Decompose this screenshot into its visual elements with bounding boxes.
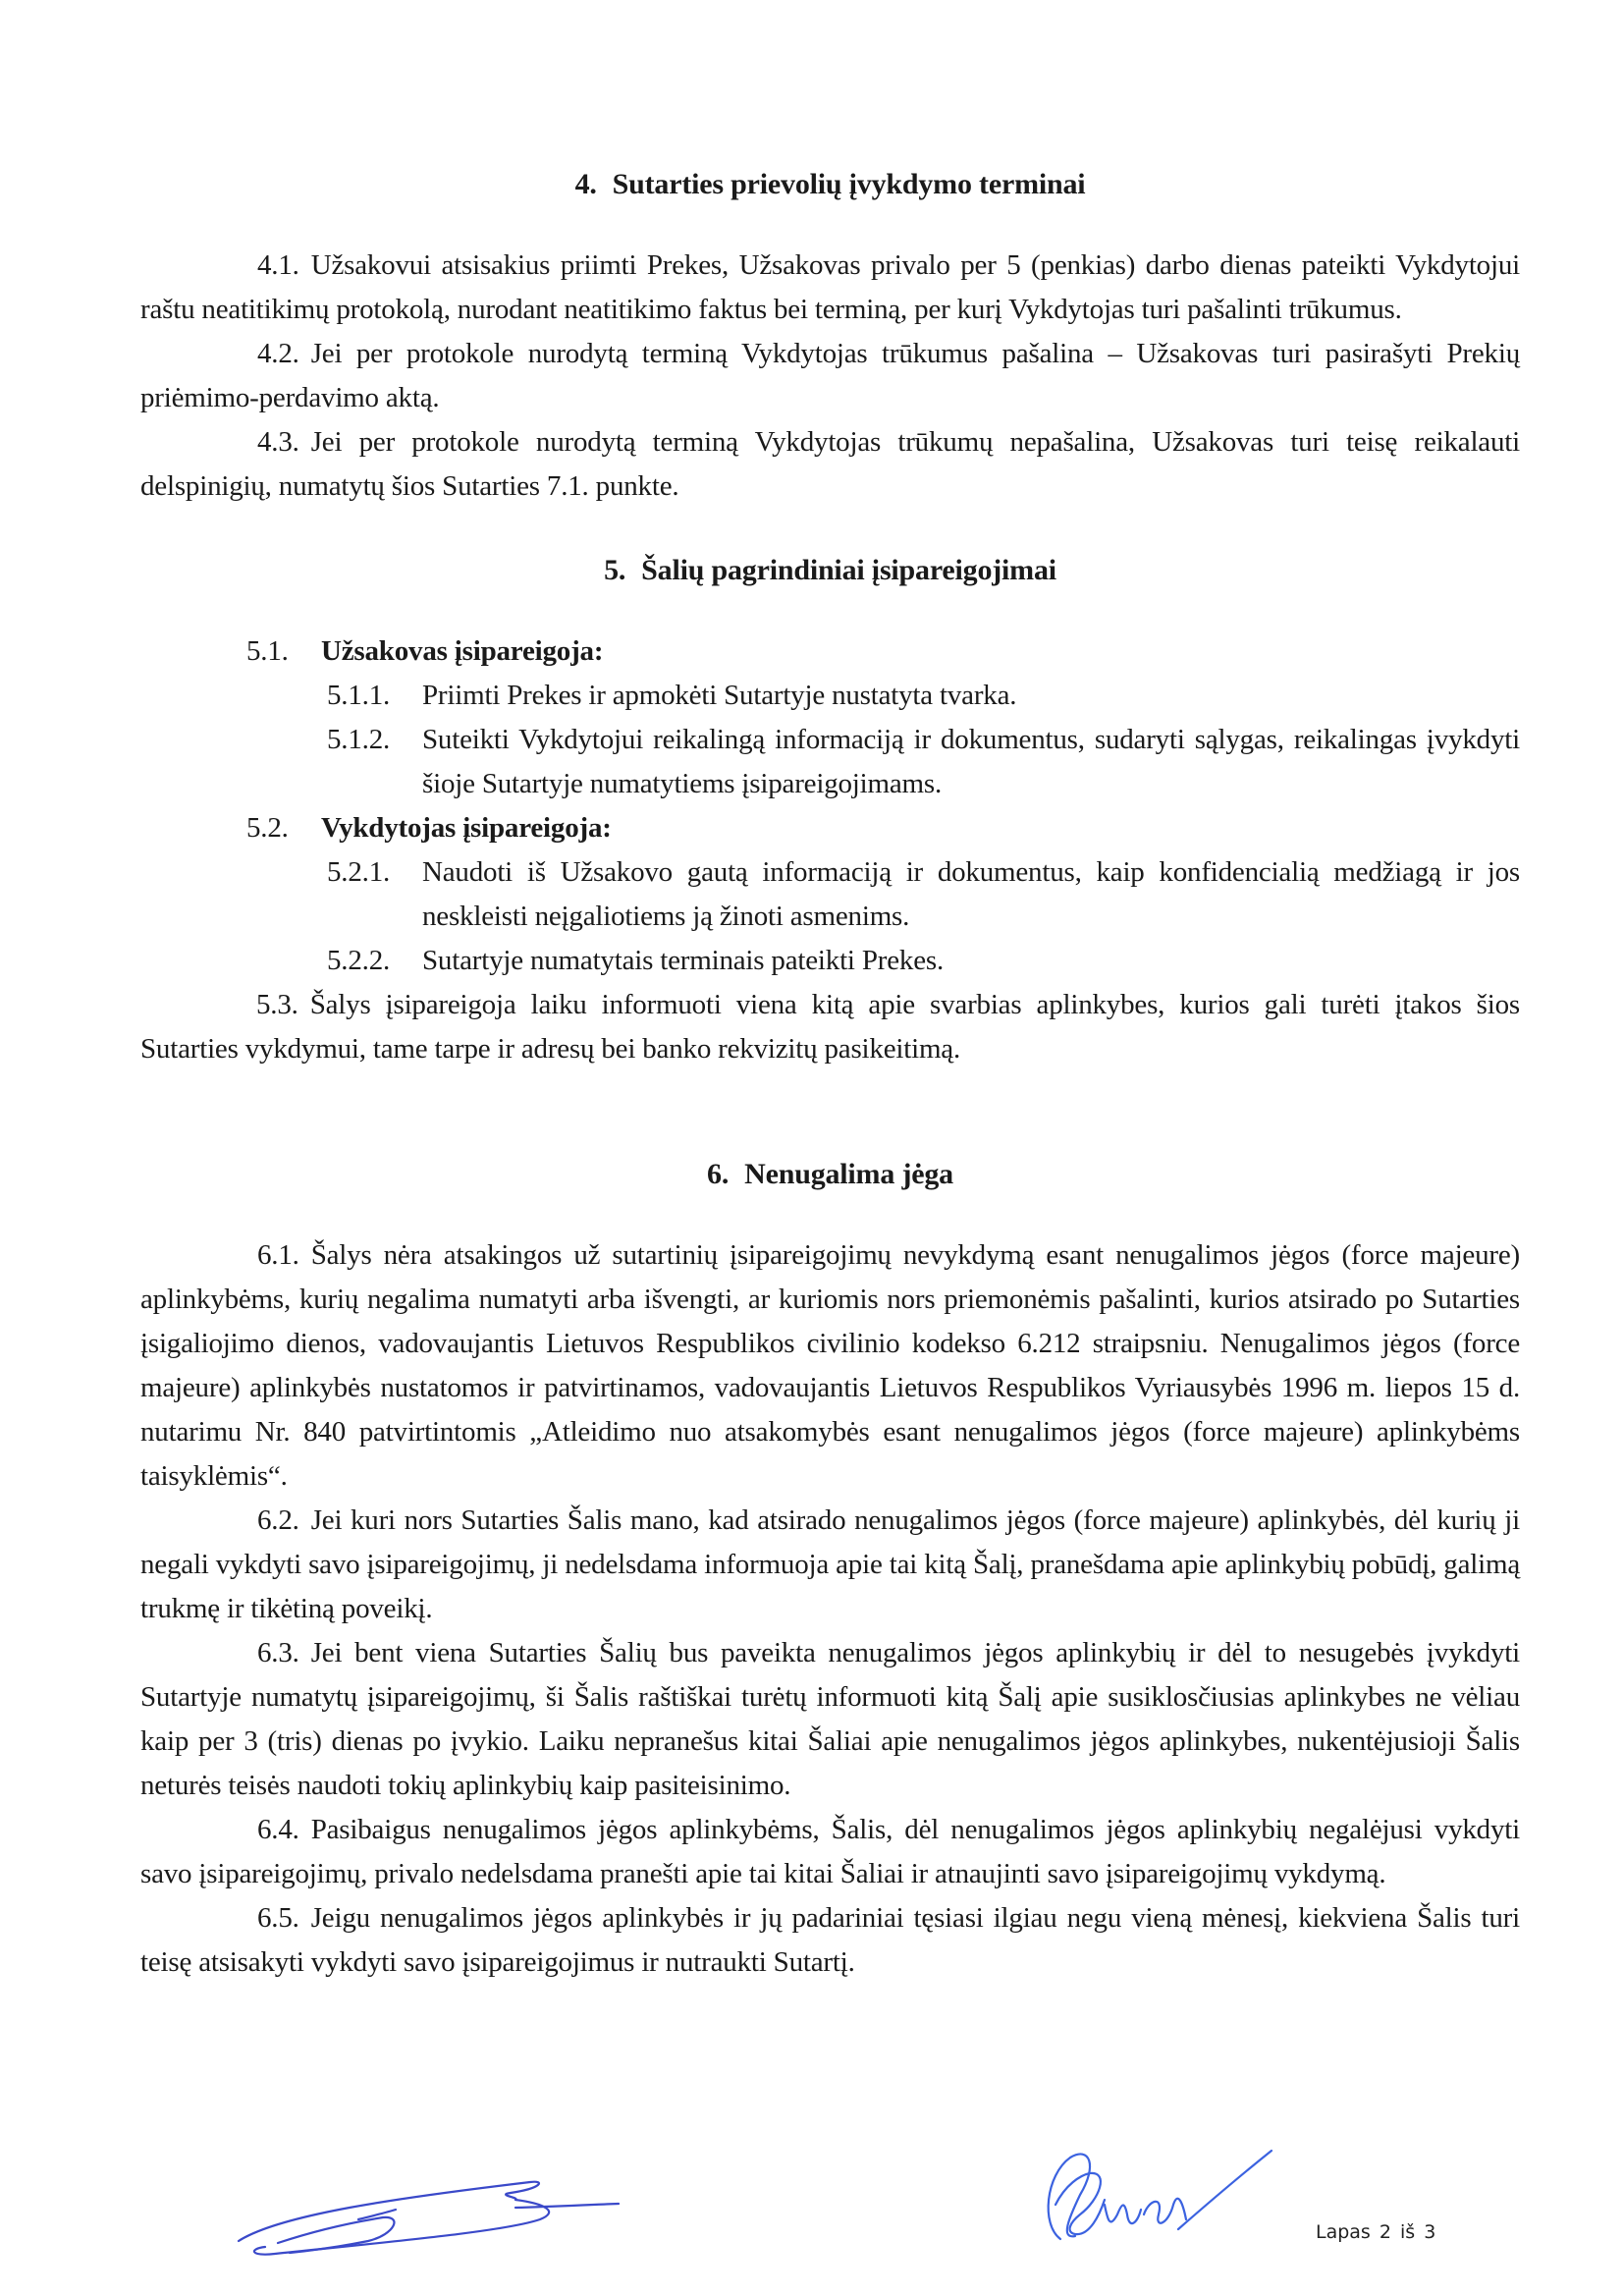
right-signature [1021,2146,1316,2254]
clause-text: Užsakovui atsisakius priimti Prekes, Užsakovas privalo per 5 (penkias) darbo dienas pateikti Vykdytojui raštu neatitikimų protokolą, nurodant neatitikimo faktus bei terminą, per kurį Vykdytojas turi pašalinti trūkumus. [140,249,1520,325]
clause-4-1 [140,244,1520,332]
section-title: Nenugalima jėga [744,1158,953,1190]
clause-label: Užsakovas įsipareigoja: [321,635,604,667]
section-number: 5. [604,554,626,586]
section-heading-4 [140,165,1520,204]
clause-number: 4.1. [257,249,299,281]
clause-5-1-1 [140,674,1520,718]
clause-4-2 [140,332,1520,420]
clause-text: Pasibaigus nenugalimos jėgos aplinkybėms, Šalis, dėl nenugalimos jėgos aplinkybių negalėjusi vykdyti savo įsipareigojimų, privalo nedelsdama pranešti apie tai kitai Šaliai ir atnaujinti savo įsipareigojimų vykdymą. [140,1814,1520,1889]
clause-text: Naudoti iš Užsakovo gautą informaciją ir dokumentus, kaip konfidencialią medžiagą ir jos neskleisti neįgaliotiems ją žinoti asmenims. [422,856,1520,932]
clause-text: Suteikti Vykdytojui reikalingą informaciją ir dokumentus, sudaryti sąlygas, reikalingas įvykdyti šioje Sutartyje numatytiems įsipareigojimams. [422,724,1520,799]
section-title: Šalių pagrindiniai įsipareigojimai [641,554,1056,586]
clause-5-2-2 [140,939,1520,983]
clause-text: Jei per protokole nurodytą terminą Vykdytojas trūkumus pašalina – Užsakovas turi pasirašyti Prekių priėmimo-perdavimo aktą. [140,338,1520,413]
clause-text: Jeigu nenugalimos jėgos aplinkybės ir jų padariniai tęsiasi ilgiau negu vieną mėnesį, kiekviena Šalis turi teisę atsisakyti vykdyti savo įsipareigojimus ir nutraukti Sutartį. [140,1902,1520,1978]
section-heading-5 [140,551,1520,590]
clause-6-4 [140,1808,1520,1896]
left-signature [221,2160,633,2278]
section-heading-6 [140,1155,1520,1194]
clause-text: Šalys įsipareigoja laiku informuoti viena kitą apie svarbias aplinkybes, kurios gali turėti įtakos šios Sutarties vykdymui, tame tarpe ir adresų bei banko rekvizitų pasikeitimą. [140,989,1520,1065]
document-body [140,165,1520,1985]
clause-number: 5.3. [256,989,298,1020]
clause-number: 5.2.2. [327,945,391,976]
clause-5-3 [140,983,1520,1071]
clause-6-2 [140,1499,1520,1631]
clause-5-2-1 [140,850,1520,939]
clause-text: Jei bent viena Sutarties Šalių bus paveikta nenugalimos jėgos aplinkybių ir dėl to nesugebės įvykdyti Sutartyje numatytų įsipareigojimų, ši Šalis raštiškai turėtų informuoti kitą Šalį apie susiklosčiusias aplinkybes ne vėliau kaip per 3 (tris) dienas po įvykio. Laiku nepranešus kitai Šaliai apie nenugalimos jėgos aplinkybes, nukentėjusioji Šalis neturės teisės naudoti tokių aplinkybių kaip pasiteisinimo. [140,1637,1520,1801]
clause-number: 4.3. [257,426,299,458]
clause-number: 5.1.1. [327,680,391,711]
clause-6-5 [140,1896,1520,1985]
clause-4-3 [140,420,1520,509]
clause-text: Jei kuri nors Sutarties Šalis mano, kad atsirado nenugalimos jėgos (force majeure) aplinkybės, dėl kurių ji negali vykdyti savo įsipareigojimų, ji nedelsdama informuoja apie tai kitą Šalį, pranešdama apie aplinkybių pobūdį, galimą trukmę ir tikėtiną poveikį. [140,1504,1520,1624]
clause-number: 6.3. [257,1637,299,1668]
clause-text: Sutartyje numatytais terminais pateikti Prekes. [422,945,945,976]
section-number: 6. [707,1158,730,1190]
clause-6-3 [140,1631,1520,1808]
clause-number: 5.1. [246,635,289,667]
clause-number: 4.2. [257,338,299,369]
clause-label: Vykdytojas įsipareigoja: [321,812,612,844]
clause-number: 6.2. [257,1504,299,1536]
clause-number: 5.2. [246,812,289,844]
clause-text: Priimti Prekes ir apmokėti Sutartyje nustatyta tvarka. [422,680,1017,711]
page-number: Lapas 2 iš 3 [1316,2221,1436,2243]
clause-6-1 [140,1233,1520,1499]
clause-number: 6.4. [257,1814,299,1845]
section-number: 4. [574,168,597,200]
clause-number: 5.1.2. [327,724,391,755]
clause-5-2 [140,806,1520,850]
clause-5-1-2 [140,718,1520,806]
clause-5-1 [140,629,1520,674]
section-title: Sutarties prievolių įvykdymo terminai [612,168,1086,200]
clause-text: Šalys nėra atsakingos už sutartinių įsipareigojimų nevykdymą esant nenugalimos jėgos (force majeure) aplinkybėms, kurių negalima numatyti arba išvengti, ar kuriomis nors priemonėmis pašalinti, kurios atsirado po Sutarties įsigaliojimo dienos, vadovaujantis Lietuvos Respublikos civilinio kodekso 6.212 straipsniu. Nenugalimos jėgos (force majeure) aplinkybės nustatomos ir patvirtinamos, vadovaujantis Lietuvos Respublikos Vyriausybės 1996 m. liepos 15 d. nutarimu Nr. 840 patvirtintomis „Atleidimo nuo atsakomybės esant nenugalimos jėgos (force majeure) aplinkybėms taisyklėmis“. [140,1239,1520,1492]
clause-number: 6.5. [257,1902,299,1934]
clause-number: 5.2.1. [327,856,391,888]
clause-number: 6.1. [257,1239,299,1271]
clause-text: Jei per protokole nurodytą terminą Vykdytojas trūkumų nepašalina, Užsakovas turi teisę reikalauti delspinigių, numatytų šios Sutarties 7.1. punkte. [140,426,1520,502]
